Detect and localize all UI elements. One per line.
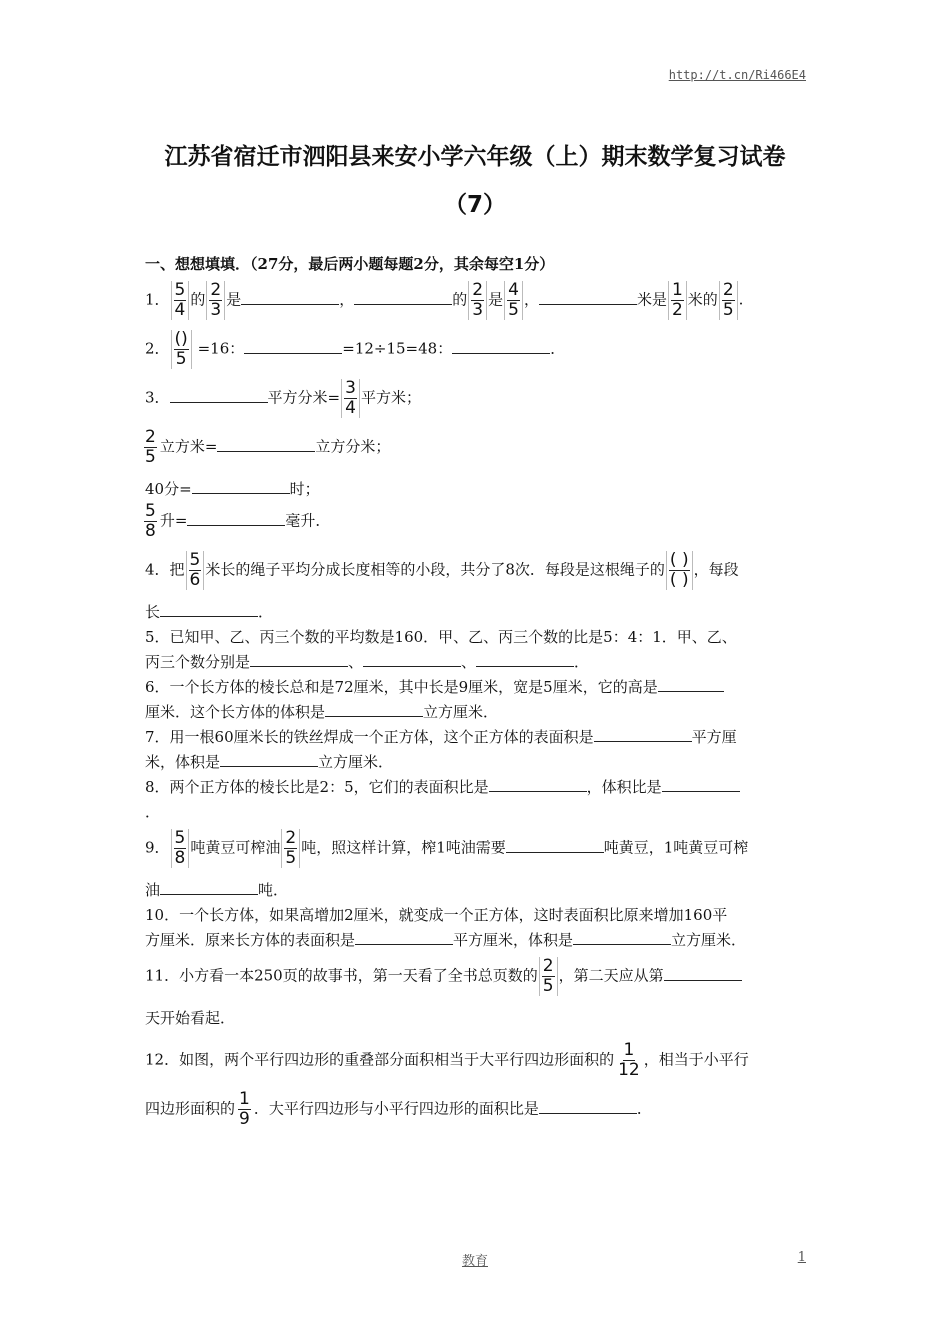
question-10: 10．一个长方体，如果高增加2厘米，就变成一个正方体，这时表面积比原来增加160平	[145, 906, 728, 924]
page-title: 江苏省宿迁市泗阳县来安小学六年级（上）期末数学复习试卷	[164, 144, 786, 170]
question-8: 8．两个正方体的棱长比是2：5，它们的表面积比是 ，体积比是	[145, 775, 807, 800]
answer-blank[interactable]	[160, 878, 258, 895]
question-7: 7．用一根60厘米长的铁丝焊成一个正方体，这个正方体的表面积是 平方厘	[145, 725, 807, 750]
answer-blank[interactable]	[664, 964, 742, 981]
question-12-line-2: 四边形面积的 $\frac{1}{9}$ ．大平行四边形与小平行四边形的面积比是 ．	[145, 1089, 652, 1129]
answer-blank[interactable]	[539, 1097, 637, 1114]
question-12: 12．如图，两个平行四边形的重叠部分面积相当于大平行四边形面积的 $\frac{1}{12}$ ，相当于小平行	[145, 1040, 749, 1080]
question-3-line-2: $\frac{2}{5}$ 立方米= 立方分米；	[145, 428, 807, 467]
answer-blank[interactable]	[573, 928, 671, 945]
answer-blank[interactable]	[658, 675, 724, 692]
question-1: 1． $\frac{5}{4}$ 的 $\frac{2}{3}$ 是 ， 的 $\frac{2}{3}$ 是 $\frac{4}{5}$ ， 米是 $\frac{1}{2}$ 米的 $\frac{2}{5}$ .	[145, 280, 744, 320]
question-2: 2． $\frac{()}{5}$ =16： =12÷15=48： ．	[145, 329, 566, 369]
fraction: $\frac{5}{8}$	[171, 829, 190, 868]
question-4: 4．把 $\frac{5}{6}$ 米长的绳子平均分成长度相等的小段，共分了8次．每段是这根绳子的 $\frac{( )}{( )}$ ，每段	[145, 550, 739, 590]
fraction: $\frac{1}{9}$	[239, 1089, 250, 1129]
page-number: 1	[797, 1250, 806, 1265]
answer-blank[interactable]	[250, 650, 348, 667]
question-11-line-2: 天开始看起．	[145, 1009, 236, 1027]
page-title-number: （7）	[443, 192, 506, 218]
answer-blank[interactable]	[325, 700, 423, 717]
fraction: $\frac{2}{5}$	[719, 281, 738, 320]
question-9-line-2: 油 吨．	[145, 878, 807, 903]
fraction: $\frac{5}{8}$	[145, 501, 156, 541]
question-4-line-2: 长 ．	[145, 600, 807, 625]
answer-blank[interactable]	[506, 836, 604, 853]
fraction: $\frac{2}{5}$	[281, 829, 300, 868]
question-7-line-2: 米，体积是 立方厘米．	[145, 750, 807, 775]
answer-blank[interactable]	[217, 435, 315, 452]
footer-link[interactable]: 教育	[461, 1254, 488, 1269]
question-11: 11．小方看一本250页的故事书，第一天看了全书总页数的 $\frac{2}{5}$ ，第二天应从第	[145, 957, 807, 996]
question-10-line-2: 方厘米．原来长方体的表面积是 平方厘米，体积是 立方厘米．	[145, 928, 807, 953]
fraction: $\frac{4}{5}$	[504, 281, 523, 320]
answer-blank[interactable]	[476, 650, 574, 667]
answer-blank[interactable]	[187, 509, 285, 526]
question-8-line-2: ．	[145, 803, 161, 821]
answer-blank[interactable]	[244, 337, 342, 354]
question-9: 9． $\frac{5}{8}$ 吨黄豆可榨油 $\frac{2}{5}$ 吨，照这样计算，榨1吨油需要 吨黄豆，1吨黄豆可榨	[145, 828, 749, 868]
fraction: $\frac{2}{3}$	[206, 281, 225, 320]
answer-blank[interactable]	[363, 650, 461, 667]
answer-blank[interactable]	[241, 288, 339, 305]
exam-content	[145, 252, 807, 1129]
answer-blank[interactable]	[354, 288, 452, 305]
fraction: $\frac{1}{2}$	[668, 281, 687, 320]
question-3: 3． 平方分米= $\frac{3}{4}$ 平方米；	[145, 378, 421, 418]
answer-blank[interactable]	[594, 725, 692, 742]
fraction: $\frac{5}{4}$	[171, 281, 190, 320]
answer-blank[interactable]	[220, 750, 318, 767]
fraction: $\frac{3}{4}$	[341, 379, 360, 418]
fraction: $\frac{2}{5}$	[539, 957, 558, 996]
fraction: $\frac{1}{12}$	[618, 1040, 640, 1080]
question-6-line-2: 厘米．这个长方体的体积是 立方厘米．	[145, 700, 807, 725]
fraction: $\frac{2}{3}$	[468, 281, 487, 320]
answer-blank[interactable]	[489, 775, 587, 792]
question-3-line-4: $\frac{5}{8}$ 升= 毫升．	[145, 502, 807, 541]
fraction: $\frac{( )}{( )}$	[666, 551, 693, 590]
question-5-line-2: 丙三个数分别是 、 、 ．	[145, 650, 807, 675]
section-heading: 一、想想填填．（27分，最后两小题每题2分，其余每空1分）	[145, 255, 555, 273]
fraction: $\frac{()}{5}$	[171, 330, 192, 369]
answer-blank[interactable]	[452, 337, 550, 354]
question-6: 6．一个长方体的棱长总和是72厘米，其中长是9厘米，宽是5厘米，它的高是	[145, 675, 807, 700]
answer-blank[interactable]	[192, 477, 290, 494]
question-3-line-3: 40分= 时；	[145, 477, 807, 502]
answer-blank[interactable]	[539, 288, 637, 305]
answer-blank[interactable]	[160, 600, 258, 617]
fraction: $\frac{5}{6}$	[186, 551, 205, 590]
answer-blank[interactable]	[170, 386, 268, 403]
question-5: 5．已知甲、乙、丙三个数的平均数是160．甲、乙、丙三个数的比是5：4：1．甲、乙、	[145, 628, 737, 646]
header-url[interactable]: http://t.cn/Ri466E4	[668, 68, 806, 82]
answer-blank[interactable]	[355, 928, 453, 945]
fraction: $\frac{2}{5}$	[145, 427, 156, 467]
answer-blank[interactable]	[662, 775, 740, 792]
